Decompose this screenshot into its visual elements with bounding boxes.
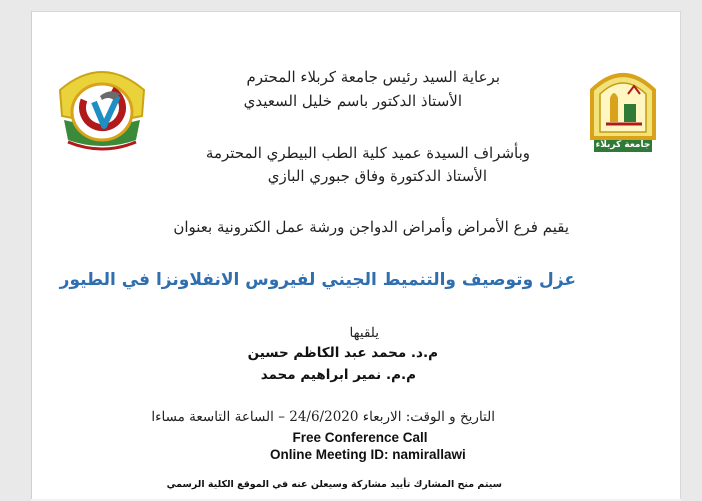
university-logo-caption: جامعة كربلاء	[595, 140, 651, 150]
platform-name: Free Conference Call	[292, 430, 428, 445]
veterinary-college-logo	[54, 60, 150, 156]
organizer-text: يقيم فرع الأمراض وأمراض الدواجن ورشة عمل الكترونية بعنوان	[173, 218, 569, 236]
presenter-name-2: م.م. نمير ابراهيم محمد	[260, 367, 416, 383]
presenter-name-1: م.د. محمد عبد الكاظم حسين	[247, 345, 438, 361]
workshop-title: عزل وتوصيف والتنميط الجيني لفيروس الانفلاونزا في الطيور	[59, 270, 576, 290]
participation-note: سيتم منح المشارك تأييد مشاركة وسيعلن عنه في الموقع الكلية الرسمي	[166, 479, 502, 490]
meeting-id: Online Meeting ID: namirallawi	[270, 447, 466, 462]
patron-line-1: برعاية السيد رئيس جامعة كربلاء المحترم	[246, 68, 500, 86]
supervision-line-1: وبأشراف السيدة عميد كلية الطب البيطري المحترمة	[205, 144, 530, 162]
supervision-line-2: الأستاذ الدكتورة وفاق جبوري البازي	[267, 167, 487, 185]
date-time: التاريخ و الوقت: الاربعاء 24/6/2020 – الساعة التاسعة مساءا	[151, 409, 495, 425]
presenters-label: يلقيها	[349, 325, 379, 341]
invitation-card	[31, 11, 681, 501]
patron-line-2: الأستاذ الدكتور باسم خليل السعيدي	[243, 92, 462, 110]
